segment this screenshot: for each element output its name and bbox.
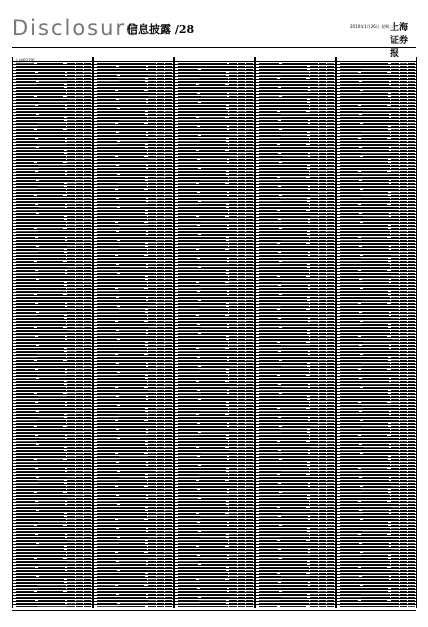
table-cell xyxy=(84,606,91,607)
table-column xyxy=(174,57,255,608)
table-cell xyxy=(319,606,326,607)
table-cell xyxy=(178,606,199,607)
table-row xyxy=(256,604,335,607)
table-row xyxy=(13,604,92,607)
table-rows xyxy=(256,61,335,608)
table-cell xyxy=(76,606,83,607)
table-column xyxy=(255,57,336,608)
table-cell xyxy=(310,606,318,607)
masthead: 上海证券报 xyxy=(390,23,409,59)
table-cell xyxy=(280,606,306,607)
column-title: 上接B27版 xyxy=(15,58,35,63)
date-label: 2010年1月26日 星期二 xyxy=(350,24,394,29)
table-cell xyxy=(157,606,164,607)
table-cell xyxy=(37,606,67,607)
header-rule xyxy=(12,47,416,48)
table-cell xyxy=(199,606,228,607)
table-cell xyxy=(259,606,277,607)
table-rows xyxy=(94,61,173,608)
table-column xyxy=(12,57,93,608)
table-cell xyxy=(148,606,156,607)
disclosure-label: Disclosure xyxy=(12,16,141,40)
table-cell xyxy=(327,606,334,607)
table-rows xyxy=(337,61,416,608)
table-column xyxy=(336,57,417,608)
table-cell xyxy=(238,606,245,607)
table-rows xyxy=(175,61,254,608)
document-body xyxy=(12,57,416,608)
table-row xyxy=(175,604,254,607)
table-cell xyxy=(229,606,237,607)
table-cell xyxy=(67,606,75,607)
section-title: 信息披露 /28 xyxy=(127,23,195,36)
table-cell xyxy=(165,606,172,607)
table-column xyxy=(93,57,174,608)
table-rows xyxy=(13,61,92,608)
table-row xyxy=(94,604,173,607)
table-cell xyxy=(118,606,145,607)
page-header xyxy=(12,16,416,59)
table-cell xyxy=(246,606,253,607)
